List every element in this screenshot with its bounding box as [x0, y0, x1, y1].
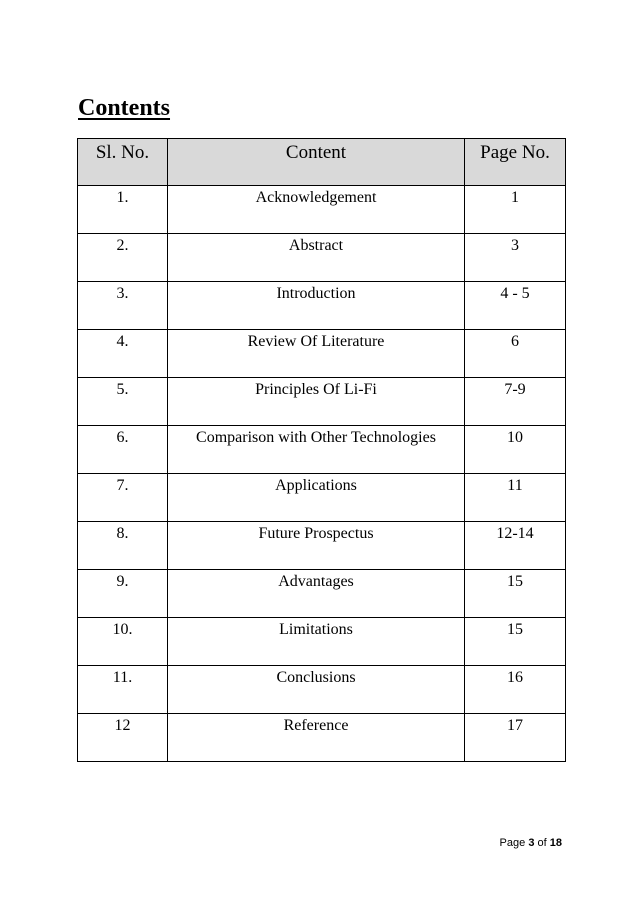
of-label: of — [537, 837, 547, 849]
row-content: Reference — [168, 714, 465, 762]
table-row — [78, 378, 566, 426]
table-row — [78, 618, 566, 666]
row-content: Comparison with Other Technologies — [168, 426, 465, 474]
row-serial-number: 1. — [78, 186, 168, 234]
row-serial-number: 3. — [78, 282, 168, 330]
row-content: Applications — [168, 474, 465, 522]
row-page-number: 17 — [465, 714, 566, 762]
table-row — [78, 570, 566, 618]
table-row — [78, 282, 566, 330]
contents-table — [77, 138, 566, 762]
table-row — [78, 330, 566, 378]
row-serial-number: 10. — [78, 618, 168, 666]
table-row — [78, 666, 566, 714]
row-page-number: 11 — [465, 474, 566, 522]
header-content: Content — [168, 139, 465, 186]
row-serial-number: 5. — [78, 378, 168, 426]
row-serial-number: 2. — [78, 234, 168, 282]
row-page-number: 7-9 — [465, 378, 566, 426]
row-serial-number: 4. — [78, 330, 168, 378]
page-title: Contents — [78, 95, 171, 121]
current-page-number: 3 — [528, 837, 535, 849]
total-pages-number: 18 — [549, 837, 562, 849]
row-page-number: 4 - 5 — [465, 282, 566, 330]
row-content: Abstract — [168, 234, 465, 282]
row-serial-number: 8. — [78, 522, 168, 570]
row-serial-number: 6. — [78, 426, 168, 474]
row-page-number: 15 — [465, 570, 566, 618]
table-row — [78, 234, 566, 282]
row-content: Principles Of Li-Fi — [168, 378, 465, 426]
row-page-number: 1 — [465, 186, 566, 234]
table-header-row — [78, 139, 566, 186]
header-serial-number: Sl. No. — [78, 139, 168, 186]
row-page-number: 16 — [465, 666, 566, 714]
header-page-number: Page No. — [465, 139, 566, 186]
row-page-number: 6 — [465, 330, 566, 378]
page-footer — [500, 836, 562, 850]
row-content: Future Prospectus — [168, 522, 465, 570]
row-content: Conclusions — [168, 666, 465, 714]
row-serial-number: 12 — [78, 714, 168, 762]
table-row — [78, 474, 566, 522]
row-page-number: 12-14 — [465, 522, 566, 570]
page-label: Page — [499, 837, 526, 849]
row-content: Acknowledgement — [168, 186, 465, 234]
row-serial-number: 11. — [78, 666, 168, 714]
row-content: Limitations — [168, 618, 465, 666]
row-serial-number: 7. — [78, 474, 168, 522]
table-row — [78, 186, 566, 234]
table-row — [78, 714, 566, 762]
table-row — [78, 522, 566, 570]
row-content: Advantages — [168, 570, 465, 618]
table-row — [78, 426, 566, 474]
row-page-number: 10 — [465, 426, 566, 474]
row-content: Introduction — [168, 282, 465, 330]
row-content: Review Of Literature — [168, 330, 465, 378]
row-serial-number: 9. — [78, 570, 168, 618]
row-page-number: 3 — [465, 234, 566, 282]
row-page-number: 15 — [465, 618, 566, 666]
